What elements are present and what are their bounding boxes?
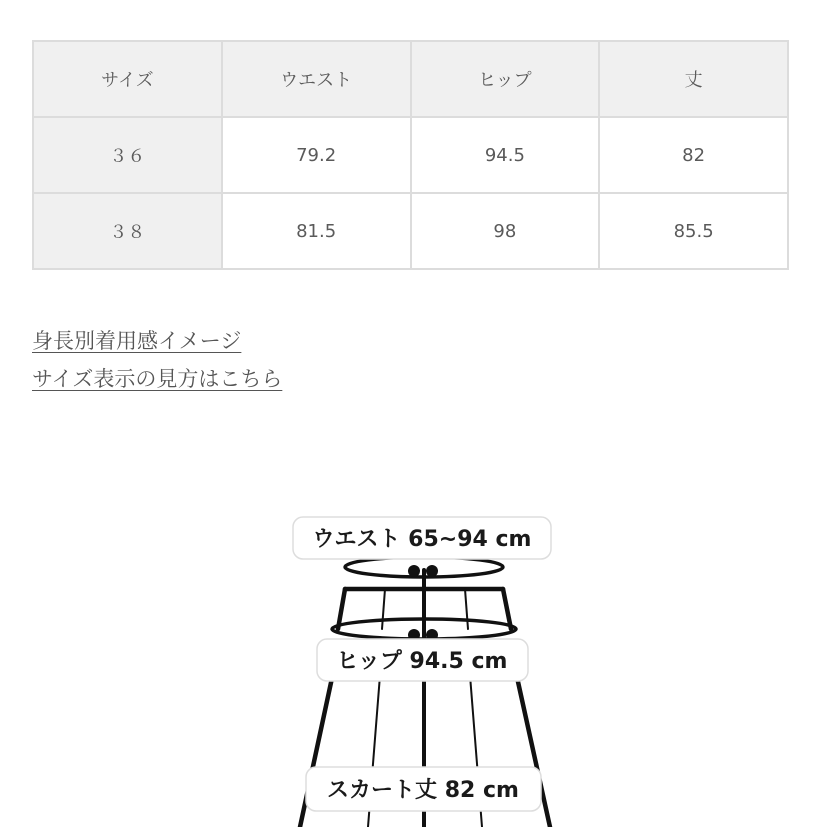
header-waist: ウエスト xyxy=(222,41,411,117)
size-guide-link[interactable]: サイズ表示の見方はこちら xyxy=(32,367,283,391)
svg-text:ウエスト 65~94 cm: ウエスト 65~94 cm xyxy=(312,527,532,552)
wearing-image-link[interactable]: 身長別着用感イメージ xyxy=(32,329,242,353)
cell-hip: 94.5 xyxy=(411,117,600,193)
svg-text:スカート丈 82 cm: スカート丈 82 cm xyxy=(327,778,519,803)
header-length: 丈 xyxy=(599,41,788,117)
cell-waist: 79.2 xyxy=(222,117,411,193)
hip-label xyxy=(317,639,528,681)
cell-length: 85.5 xyxy=(599,193,788,269)
table-row xyxy=(33,193,788,269)
header-size: サイズ xyxy=(33,41,222,117)
length-label xyxy=(306,767,541,811)
cell-hip: 98 xyxy=(411,193,600,269)
cell-waist: 81.5 xyxy=(222,193,411,269)
table-row xyxy=(33,117,788,193)
cell-size: ３８ xyxy=(33,193,222,269)
svg-text:ヒップ 94.5 cm: ヒップ 94.5 cm xyxy=(336,649,508,674)
size-links xyxy=(32,322,282,398)
cell-length: 82 xyxy=(599,117,788,193)
size-table xyxy=(32,40,789,270)
header-hip: ヒップ xyxy=(411,41,600,117)
table-header-row xyxy=(33,41,788,117)
waist-label xyxy=(293,517,551,559)
cell-size: ３６ xyxy=(33,117,222,193)
skirt-measurement-diagram xyxy=(0,500,827,827)
